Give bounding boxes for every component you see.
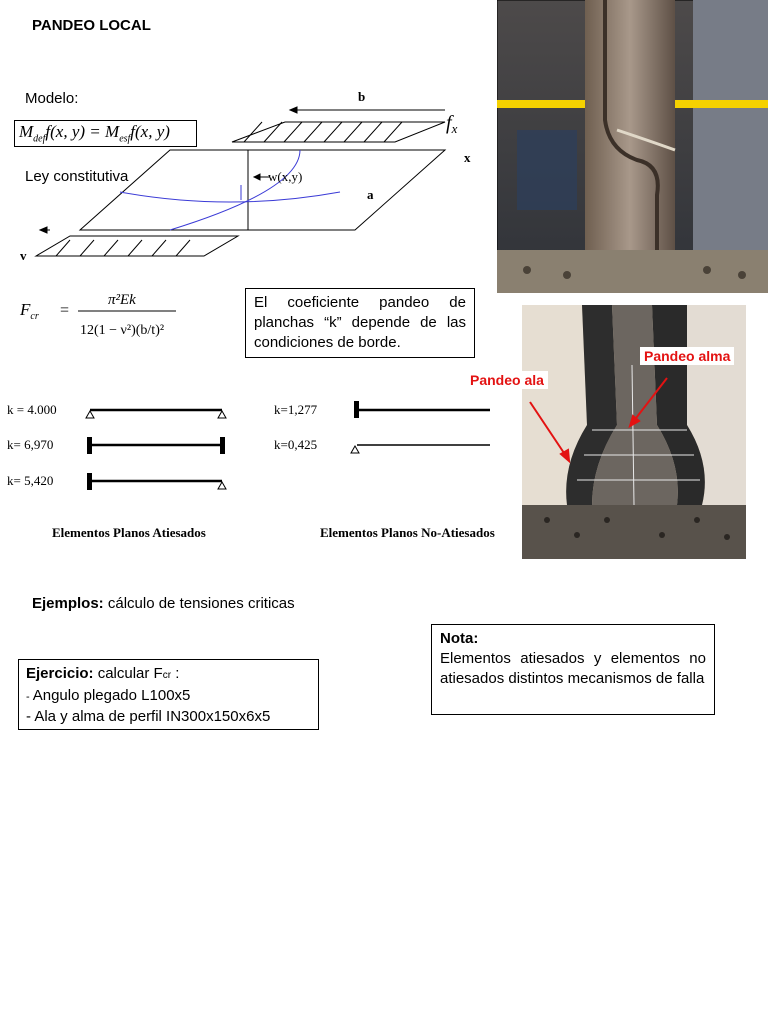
svg-text:12(1 − ν²)(b/t)²: 12(1 − ν²)(b/t)² bbox=[80, 323, 165, 338]
coefficient-note-box: El coeficiente pandeo de planchas “k” depende de las condiciones de borde. bbox=[245, 288, 475, 358]
nota-text: Elementos atiesados y elementos no atiesados distintos mecanismos de falla bbox=[440, 650, 706, 687]
annotation-arrows bbox=[520, 370, 680, 470]
axis-v-label: v bbox=[20, 248, 27, 263]
support-diagrams-atiesados bbox=[80, 398, 235, 498]
k-value-atiesado-3: k= 5,420 bbox=[7, 473, 54, 488]
caption-no-atiesados: Elementos Planos No-Atiesados bbox=[320, 525, 495, 540]
nota-box bbox=[431, 624, 715, 715]
k-value-no-atiesado-1: k=1,277 bbox=[274, 402, 318, 417]
ejercicio-item-1: - Angulo plegado L100x5 bbox=[26, 687, 191, 704]
critical-stress-formula bbox=[18, 282, 188, 350]
deflection-w-label: w(x,y) bbox=[268, 169, 303, 184]
ejercicio-box bbox=[18, 659, 319, 730]
pandeo-alma-label: Pandeo alma bbox=[640, 347, 734, 365]
column-buckling-photo bbox=[497, 0, 768, 293]
ejemplos-line: Ejemplos: cálculo de tensiones criticas bbox=[32, 595, 295, 612]
support-diagrams-no-atiesados bbox=[345, 398, 495, 463]
svg-text:Fcr: $F_{cr}$ bbox=[20, 300, 39, 322]
page-title: PANDEO LOCAL bbox=[32, 17, 151, 34]
k-value-atiesado-1: k = 4.000 bbox=[7, 402, 57, 417]
ley-constitutiva-label: Ley constitutiva bbox=[25, 168, 129, 185]
modelo-label: Modelo: bbox=[25, 90, 79, 107]
ejercicio-item-2: - Ala y alma de perfil IN300x150x6x5 bbox=[26, 708, 271, 725]
dimension-b-label: b bbox=[358, 89, 366, 104]
dimension-a-label: a bbox=[367, 187, 374, 202]
svg-text:=: = bbox=[60, 302, 70, 319]
k-value-atiesado-2: k= 6,970 bbox=[7, 437, 54, 452]
k-value-no-atiesado-2: k=0,425 bbox=[274, 437, 318, 452]
caption-atiesados: Elementos Planos Atiesados bbox=[52, 525, 206, 540]
ejercicio-heading: Ejercicio: calcular Fcr : bbox=[26, 665, 180, 682]
svg-text:π²Ek: π²Ek bbox=[108, 292, 136, 308]
equilibrium-formula: $M_{def}f(x$, $y) = M_{esf}f(x$, y) bbox=[14, 120, 197, 147]
plate-diagram bbox=[0, 80, 495, 280]
force-fx-label: $f_x$ bbox=[446, 112, 458, 136]
nota-title: Nota: bbox=[440, 630, 479, 647]
axis-x-label: x bbox=[464, 150, 471, 165]
pandeo-ala-label: Pandeo ala bbox=[466, 371, 548, 389]
